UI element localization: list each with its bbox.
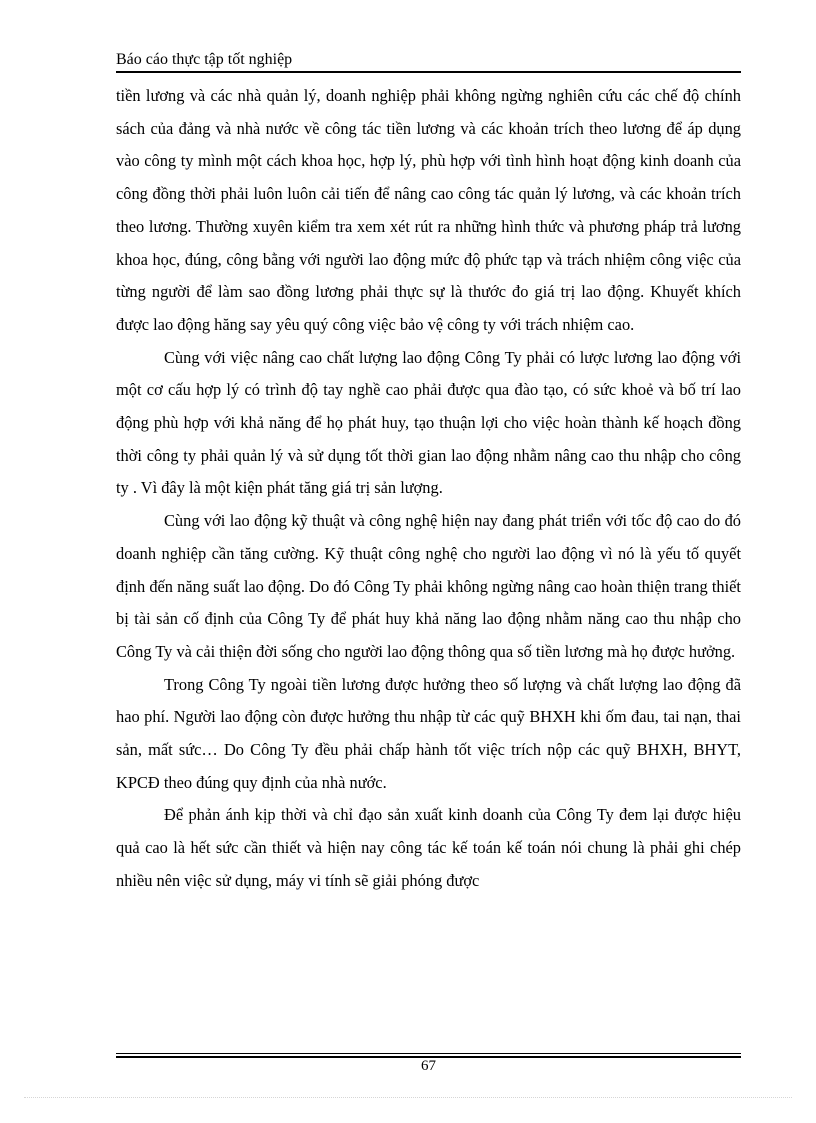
paragraph-4: Trong Công Ty ngoài tiền lương được hưởng theo số lượng và chất lượng lao động đã hao phí. Người lao động còn được hưởng thu nhập từ các quỹ BHXH khi ốm đau, tai nạn, thai sản, mất sức… Do Công Ty đều phải chấp hành tốt việc trích nộp các quỹ BHXH, BHYT, KPCĐ theo đúng quy định của nhà nước. bbox=[116, 674, 741, 792]
footer-rule-thin bbox=[116, 1053, 741, 1054]
body-text bbox=[116, 80, 741, 898]
page-bottom-divider bbox=[24, 1097, 792, 1098]
page-header bbox=[116, 50, 741, 70]
header-rule bbox=[116, 71, 741, 73]
paragraph-5: Để phản ánh kịp thời và chỉ đạo sản xuất kinh doanh của Công Ty đem lại được hiệu quả cao là hết sức cần thiết và hiện nay công tác kế toán kế toán nói chung là phải ghi chép nhiều nên việc sử dụng, máy vi tính sẽ giải phóng được bbox=[116, 805, 741, 890]
paragraph-2: Cùng với việc nâng cao chất lượng lao động Công Ty phải có lược lương lao động với một cơ cấu hợp lý có trình độ tay nghề cao phải được qua đào tạo, có sức khoẻ và bố trí lao động phù hợp với khả năng để họ phát huy, tạo thuận lợi cho việc hoàn thành kế hoạch đồng thời công ty phải quản lý và sử dụng tốt thời gian lao động nhằm nâng cao thu nhập cho công ty . Vì đây là một kiện phát tăng giá trị sản lượng. bbox=[116, 347, 741, 498]
page-number: 67 bbox=[421, 1058, 436, 1074]
paragraph-1: tiền lương và các nhà quản lý, doanh nghiệp phải không ngừng nghiên cứu các chế độ chính sách của đảng và nhà nước về công tác tiền lương và các khoản trích theo lương để áp dụng vào công ty mình một cách khoa học, hợp lý, phù hợp với tình hình hoạt động kinh doanh của công đồng thời phải luôn luôn cải tiến để nâng cao công tác quản lý lương, và các khoản trích theo lương. Thường xuyên kiểm tra xem xét rút ra những hình thức và phương pháp trả lương khoa học, đúng, công bằng với người lao động mức độ phức tạp và trách nhiệm công việc của từng người để làm sao đồng lương phải thực sự là thước đo giá trị lao động. Khuyết khích được lao động hăng say yêu quý công việc bảo vệ công ty với trách nhiệm cao. bbox=[116, 86, 741, 334]
paragraph-3: Cùng với lao động kỹ thuật và công nghệ hiện nay đang phát triển với tốc độ cao do đó doanh nghiệp cần tăng cường. Kỹ thuật công nghệ cho người lao động vì nó là yếu tố quyết định đến năng suất lao động. Do đó Công Ty phải không ngừng nâng cao hoàn thiện trang thiết bị tài sản cố định của Công Ty để phát huy khả năng lao động nhằm năng cao thu nhập cho Công Ty và cải thiện đời sống cho người lao động thông qua số tiền lương mà họ được hưởng. bbox=[116, 511, 741, 661]
header-title: Báo cáo thực tập tốt nghiệp bbox=[116, 51, 293, 68]
